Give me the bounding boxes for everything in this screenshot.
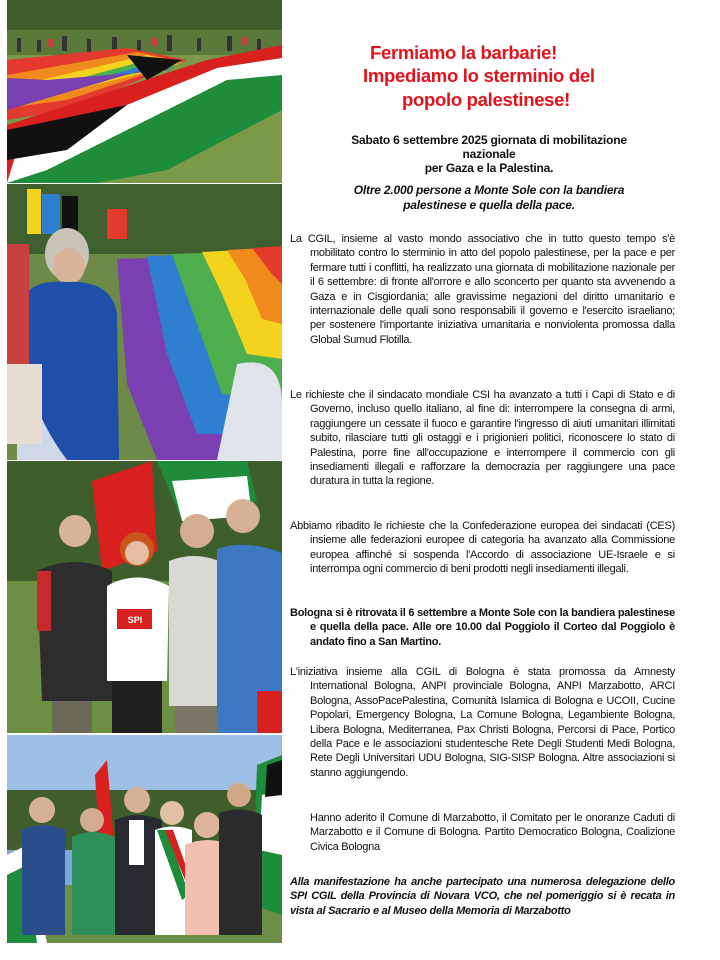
paragraph-cgil-mobilization: La CGIL, insieme al vasto mondo associativo che in tutto questo tempo s'è mobilitato contro lo sterminio in atto del popolo palestinese, per la pace e per fermare tutti i conflitti, ha realizzato una giornata di mobilitazione nazionale per il 6 settembre: di fronte all'orrore e allo sconcerto per quanto sta avvenendo a Gaza e in Cisgiordania; alle gravissime negazioni del diritto umanitario e internazionale delle quali sono responsabili il governo e l'esercito israeliano; per sostenere l'importante iniziativa umanitaria e nonviolenta promossa dalla Global Sumud Flotilla. bbox=[290, 233, 675, 346]
closing-note: Alla manifestazione ha anche partecipato una numerosa delegazione dello SPI CGIL della Provincia di Novara VCO, che nel pomeriggio si è recata in vista al Sacrario e al Museo della Memoria di Marzabotto bbox=[290, 876, 675, 917]
photo-group-with-mayor bbox=[7, 735, 282, 943]
attendance-highlight bbox=[300, 183, 678, 213]
highlight-line-2: palestinese e quella della pace. bbox=[403, 198, 575, 212]
event-subtitle bbox=[300, 133, 678, 175]
paragraph-adherents: Hanno aderito il Comune di Marzabotto, il Comitato per le onoranze Caduti di Marzabotto e il Comune di Bologna. Partito Democratico Bologna, Coalizione Civica Bologna bbox=[310, 812, 675, 853]
subtitle-line-3: per Gaza e la Palestina. bbox=[424, 161, 554, 175]
headline-line-2: Impediamo lo sterminio del bbox=[363, 65, 595, 86]
headline-line-1: Fermiamo la barbarie! bbox=[370, 42, 557, 63]
photo-flags-on-grass bbox=[7, 0, 282, 183]
spi-banner-text: SPI bbox=[127, 615, 143, 625]
paragraph-promoters: L'iniziativa insieme alla CGIL di Bologna è stata promossa da Amnesty International Bologna, ANPI provinciale Bologna, ANPI Marzabotto, ARCI Bologna, AssoPacePalestina, Comunità Islamica di Bologna e UCOII, Cucine Popolari, Emergency Bologna, La Comune Bologna, Legambiente Bologna, Libera Bologna, Mediterranea, Pax Christi Bologna, Percorsi di Pace, Portico della Pace e le associazioni studentesche Rete Degli Studenti Medi Bologna, Rete Degli Universitari UDU Bologna, SIG-SISP Bologna. Altre associazioni si stanno aggiungendo. bbox=[290, 666, 675, 779]
subtitle-line-2: nazionale bbox=[462, 147, 516, 161]
subtitle-line-1: Sabato 6 settembre 2025 giornata di mobilitazione bbox=[351, 133, 627, 147]
photo-group-of-four bbox=[7, 461, 282, 733]
paragraph-bologna-monte-sole: Bologna si è ritrovata il 6 settembre a Monte Sole con la bandiera palestinese e quella della pace. Alle ore 10.00 dal Poggiolo il Corteo dal Poggiolo è andato fino a San Martino. bbox=[290, 607, 675, 648]
paragraph-ces-demands: Abbiamo ribadito le richieste che la Confederazione europea dei sindacati (CES) insieme alle federazioni europee di categoria ha avanzato alla Commissione europea affinché si sospenda l'Accordo di associazione UE-Israele e si interrompa ogni commercio di beni prodotti negli insediamenti illegali. bbox=[290, 520, 675, 576]
highlight-line-1: Oltre 2.000 persone a Monte Sole con la bandiera bbox=[353, 183, 625, 197]
photo-crowd-rainbow-flag bbox=[7, 184, 282, 460]
headline-line-3: popolo palestinese! bbox=[402, 89, 571, 110]
paragraph-csi-demands: Le richieste che il sindacato mondiale CSI ha avanzato a tutti i Capi di Stato e di Governo, incluso quello italiano, al fine di: interrompere la consegna di armi, raggiungere un cessate il fuoco e garantire l'ingresso di aiuti umanitari illimitati subito, rilasciare tutti gli ostaggi e i prigionieri politici, riconoscere lo stato di Palestina, porre fine all'occupazione e interrompere il commercio con gli insediamenti illegali e rafforzare la democrazia per raggiungere una pace duratura in tutta la regione. bbox=[290, 389, 675, 488]
